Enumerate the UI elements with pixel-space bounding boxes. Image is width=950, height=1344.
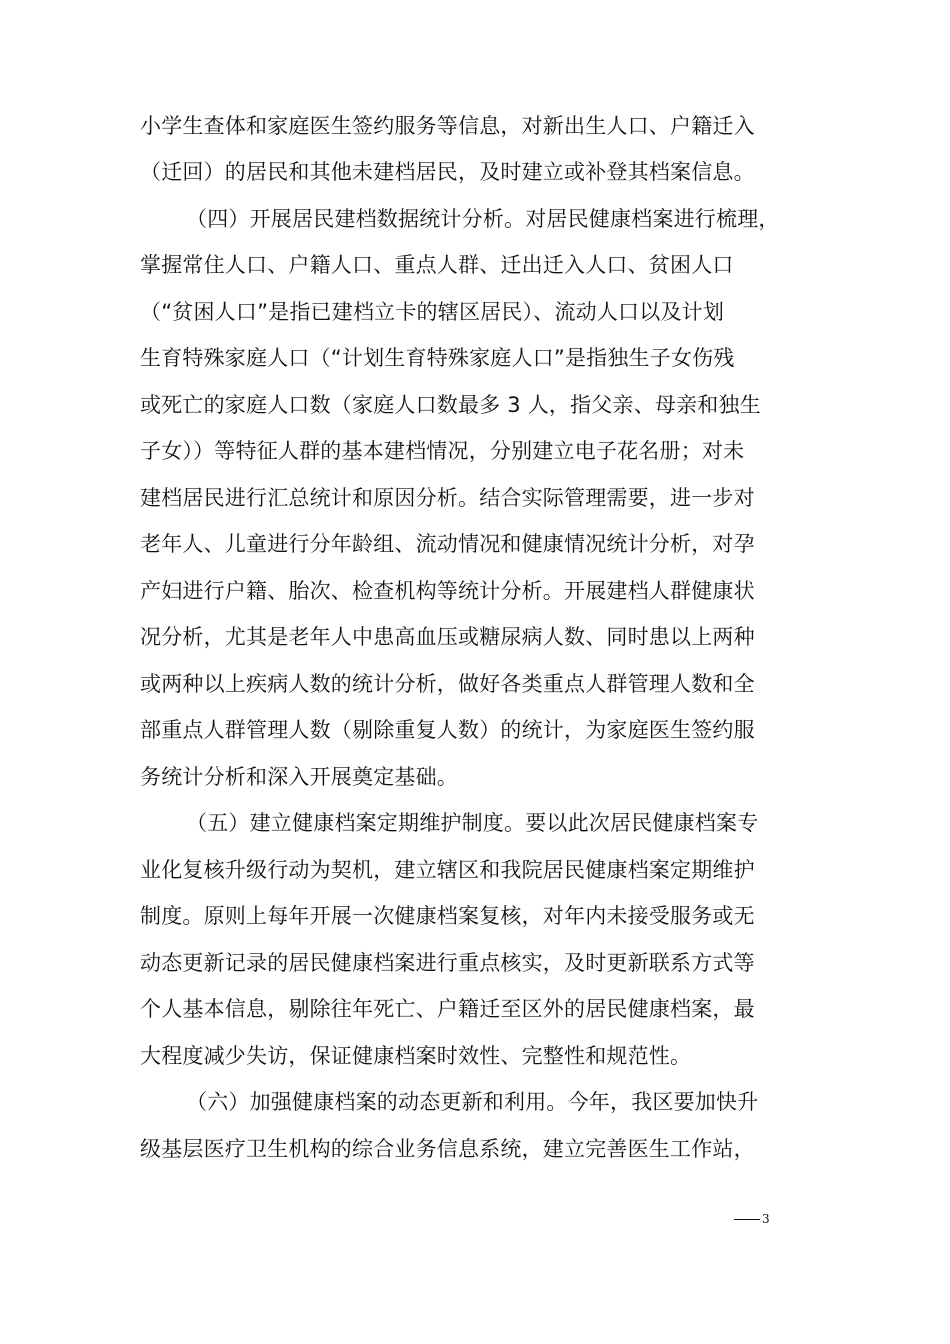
- page-number-dash: [734, 1219, 760, 1220]
- text-line: 或死亡的家庭人口数（家庭人口数最多 3 人，指父亲、母亲和独生: [140, 393, 761, 417]
- text-line: 产妇进行户籍、胎次、检查机构等统计分析。开展建档人群健康状: [140, 579, 755, 603]
- text-line: 生育特殊家庭人口（“计划生育特殊家庭人口”是指独生子女伤残: [140, 346, 735, 370]
- text-line: 况分析，尤其是老年人中患高血压或糖尿病人数、同时患以上两种: [140, 625, 755, 649]
- text-line: 个人基本信息，剔除往年死亡、户籍迁至区外的居民健康档案，最: [140, 997, 755, 1021]
- text-line: 或两种以上疾病人数的统计分析，做好各类重点人群管理人数和全: [140, 672, 755, 696]
- page-number-value: 3: [762, 1212, 770, 1226]
- text-line: 掌握常住人口、户籍人口、重点人群、迁出迁入人口、贫困人口: [140, 253, 734, 277]
- text-line: 子女））等特征人群的基本建档情况，分别建立电子花名册；对未: [140, 439, 745, 463]
- text-line: 动态更新记录的居民健康档案进行重点核实，及时更新联系方式等: [140, 951, 755, 975]
- paragraph-heading-6: （六）加强健康档案的动态更新和利用。今年，我区要加快升: [186, 1090, 759, 1114]
- text-line: 务统计分析和深入开展奠定基础。: [140, 765, 458, 789]
- text-line: 部重点人群管理人数（剔除重复人数）的统计，为家庭医生签约服: [140, 718, 755, 742]
- paragraph-heading-4: （四）开展居民建档数据统计分析。对居民健康档案进行梳理，: [186, 207, 780, 231]
- text-line: （“贫困人口”是指已建档立卡的辖区居民）、流动人口以及计划: [140, 300, 725, 324]
- text-line: 级基层医疗卫生机构的综合业务信息系统，建立完善医生工作站，: [140, 1137, 755, 1161]
- page-number: [734, 1212, 770, 1226]
- paragraph-heading-5: （五）建立健康档案定期维护制度。要以此次居民健康档案专: [186, 811, 759, 835]
- text-line: 制度。原则上每年开展一次健康档案复核，对年内未接受服务或无: [140, 904, 755, 928]
- text-line: （迁回）的居民和其他未建档居民，及时建立或补登其档案信息。: [140, 160, 755, 184]
- text-line: 小学生查体和家庭医生签约服务等信息，对新出生人口、户籍迁入: [140, 114, 755, 138]
- text-line: 老年人、儿童进行分年龄组、流动情况和健康情况统计分析，对孕: [140, 532, 755, 556]
- text-line: 建档居民进行汇总统计和原因分析。结合实际管理需要，进一步对: [140, 486, 755, 510]
- text-line: 大程度减少失访，保证健康档案时效性、完整性和规范性。: [140, 1044, 692, 1068]
- text-line: 业化复核升级行动为契机，建立辖区和我院居民健康档案定期维护: [140, 858, 755, 882]
